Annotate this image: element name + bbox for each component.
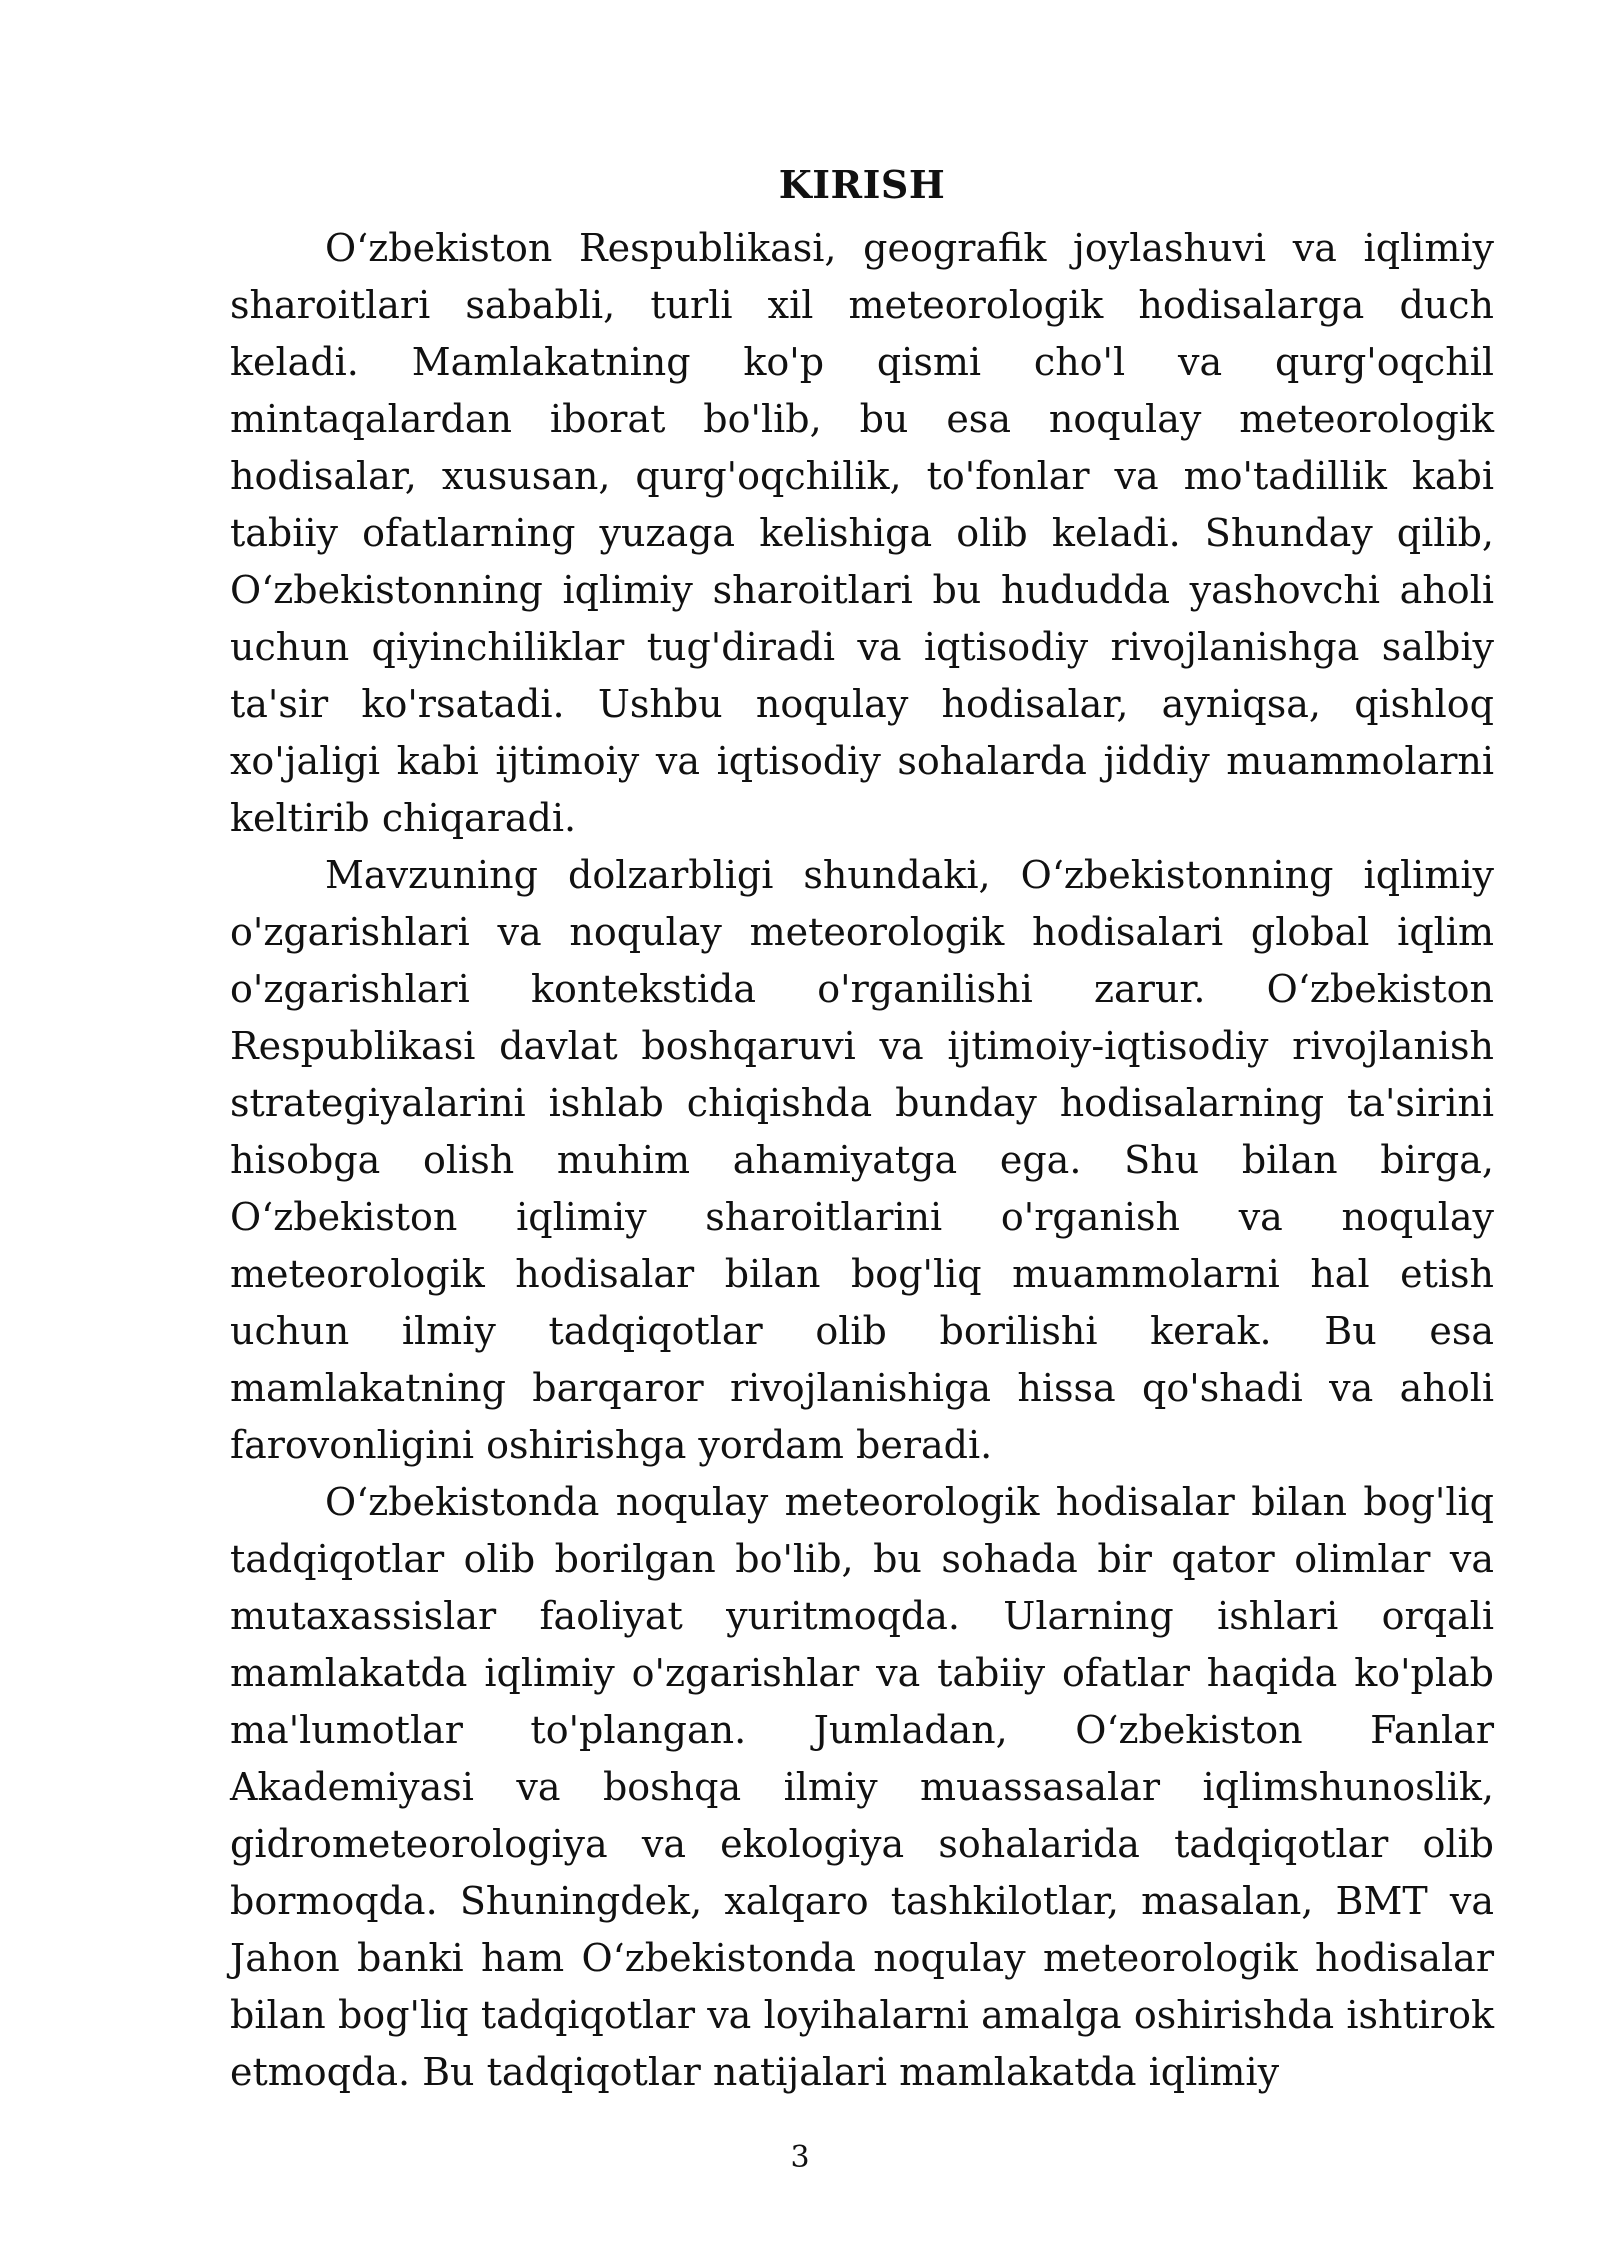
page-content <box>230 150 1494 2101</box>
paragraph-2: Mavzuning dolzarbligi shundaki, O‘zbekistonning iqlimiy o'zgarishlari va noqulay meteorologik hodisalari global iqlim o'zgarishlari kontekstida o'rganilishi zarur. O‘zbekiston Respublikasi davlat boshqaruvi va ijtimoiy-iqtisodiy rivojlanish strategiyalarini ishlab chiqishda bunday hodisalarning ta'sirini hisobga olish muhim ahamiyatga ega. Shu bilan birga, O‘zbekiston iqlimiy sharoitlarini o'rganish va noqulay meteorologik hodisalar bilan bog'liq muammolarni hal etish uchun ilmiy tadqiqotlar olib borilishi kerak. Bu esa mamlakatning barqaror rivojlanishiga hissa qo'shadi va aholi farovonligini oshirishga yordam beradi. <box>230 853 1494 1467</box>
page-number: 3 <box>790 2140 810 2175</box>
paragraph-1: O‘zbekiston Respublikasi, geografik joylashuvi va iqlimiy sharoitlari sababli, turli xil meteorologik hodisalarga duch keladi. Mamlakatning ko'p qismi cho'l va qurg'oqchil mintaqalardan iborat bo'lib, bu esa noqulay meteorologik hodisalar, xususan, qurg'oqchilik, to'fonlar va mo'tadillik kabi tabiiy ofatlarning yuzaga kelishiga olib keladi. Shunday qilib, O‘zbekistonning iqlimiy sharoitlari bu hududda yashovchi aholi uchun qiyinchiliklar tug'diradi va iqtisodiy rivojlanishga salbiy ta'sir ko'rsatadi. Ushbu noqulay hodisalar, ayniqsa, qishloq xo'jaligi kabi ijtimoiy va iqtisodiy sohalarda jiddiy muammolarni keltirib chiqaradi. <box>230 226 1494 840</box>
section-title: KIRISH <box>778 162 946 207</box>
paragraph-3: O‘zbekistonda noqulay meteorologik hodisalar bilan bog'liq tadqiqotlar olib borilgan bo'lib, bu sohada bir qator olimlar va mutaxassislar faoliyat yuritmoqda. Ularning ishlari orqali mamlakatda iqlimiy o'zgarishlar va tabiiy ofatlar haqida ko'plab ma'lumotlar to'plangan. Jumladan, O‘zbekiston Fanlar Akademiyasi va boshqa ilmiy muassasalar iqlimshunoslik, gidrometeorologiya va ekologiya sohalarida tadqiqotlar olib bormoqda. Shuningdek, xalqaro tashkilotlar, masalan, BMT va Jahon banki ham O‘zbekistonda noqulay meteorologik hodisalar bilan bog'liq tadqiqotlar va loyihalarni amalga oshirishda ishtirok etmoqda. Bu tadqiqotlar natijalari mamlakatda iqlimiy <box>230 1480 1494 2094</box>
